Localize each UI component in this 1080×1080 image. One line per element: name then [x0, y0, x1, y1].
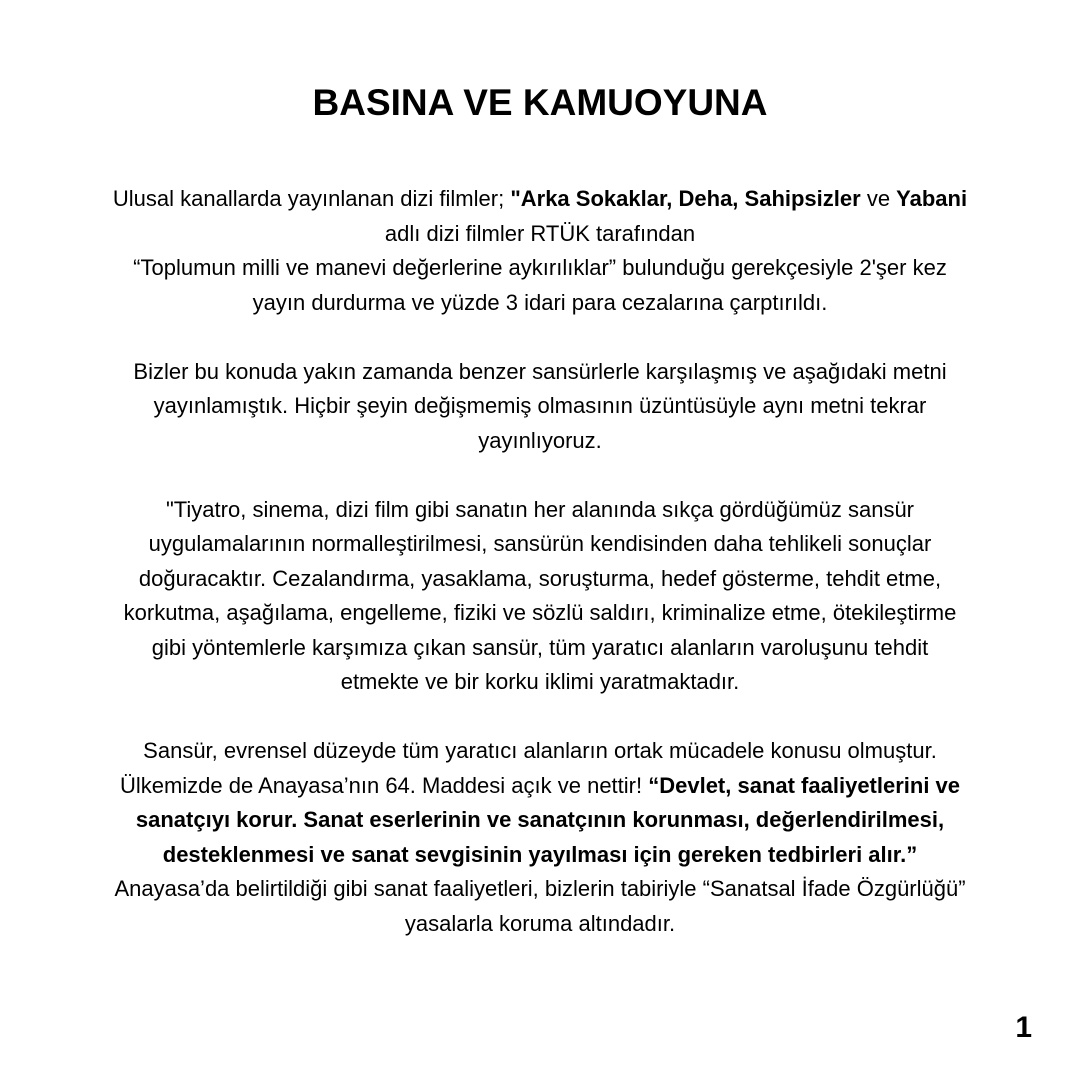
paragraph-constitution: [40, 734, 1040, 941]
text-span: Ulusal kanallarda yayınlanan dizi filmler;: [112, 186, 511, 211]
constitution-line-1: Sansür, evrensel düzeyde tüm yaratıcı alanların ortak mücadele konusu olmuştur.: [143, 738, 937, 763]
censorship-line-5: gibi yöntemlerle karşımıza çıkan sansür, tüm yaratıcı alanların varoluşunu tehdit: [151, 634, 929, 660]
article-quote-bold: “Devlet, sanat faaliyetlerini ve: [648, 772, 961, 798]
text-span: ve: [860, 186, 897, 211]
censorship-line-3: doğuracaktır. Cezalandırma, yasaklama, soruşturma, hedef gösterme, tehdit etme,: [138, 565, 942, 591]
constitution-line-3: sanatçıyı korur. Sanat eserlerinin ve sanatçının korunması, değerlendirilmesi,: [135, 807, 945, 832]
republish-line-1: Bizler bu konuda yakın zamanda benzer sansürlerle karşılaşmış ve aşağıdaki metni: [133, 358, 947, 384]
announcement-line-2: adlı dizi filmler RTÜK tarafından: [384, 220, 696, 246]
constitution-line-2: [40, 769, 1040, 804]
constitution-line-5: Anayasa’da belirtildiği gibi sanat faaliyetleri, bizlerin tabiriyle “Sanatsal İfade Özgürlüğü”: [114, 876, 966, 901]
paragraph-censorship: [40, 493, 1040, 700]
republish-line-3: yayınlıyoruz.: [478, 427, 602, 453]
text-span: Ülkemizde de Anayasa’nın 64. Maddesi açık ve nettir!: [119, 772, 649, 798]
republish-line-2: yayınlamıştık. Hiçbir şeyin değişmemiş olmasının üzüntüsüyle aynı metni tekrar: [153, 393, 927, 418]
censorship-line-6: etmekte ve bir korku iklimi yaratmaktadır.: [340, 669, 740, 694]
censorship-line-4: korkutma, aşağılama, engelleme, fiziki ve sözlü saldırı, kriminalize etme, ötekileştirme: [123, 600, 957, 625]
paragraph-announcement: [40, 182, 1040, 320]
series-name-yabani: Yabani: [896, 186, 968, 211]
document-body: [40, 182, 1040, 976]
page-number: 1: [1015, 1011, 1032, 1044]
announcement-line-3: “Toplumun milli ve manevi değerlerine aykırılıklar” bulunduğu gerekçesiyle 2'şer kez: [133, 255, 947, 280]
constitution-line-6: yasalarla koruma altındadır.: [404, 910, 676, 936]
series-names-bold: "Arka Sokaklar, Deha, Sahipsizler: [510, 186, 861, 211]
paragraph-republish-note: [40, 355, 1040, 459]
constitution-line-4: desteklenmesi ve sanat sevgisinin yayılması için gereken tedbirleri alır.”: [162, 841, 918, 867]
announcement-line-1: [40, 182, 1040, 217]
page-title: BASINA VE KAMUOYUNA: [312, 82, 768, 123]
censorship-line-1: "Tiyatro, sinema, dizi film gibi sanatın her alanında sıkça gördüğümüz sansür: [165, 496, 915, 522]
censorship-line-2: uygulamalarının normalleştirilmesi, sansürün kendisinden daha tehlikeli sonuçlar: [148, 531, 932, 556]
announcement-line-4: yayın durdurma ve yüzde 3 idari para cezalarına çarptırıldı.: [252, 289, 828, 315]
